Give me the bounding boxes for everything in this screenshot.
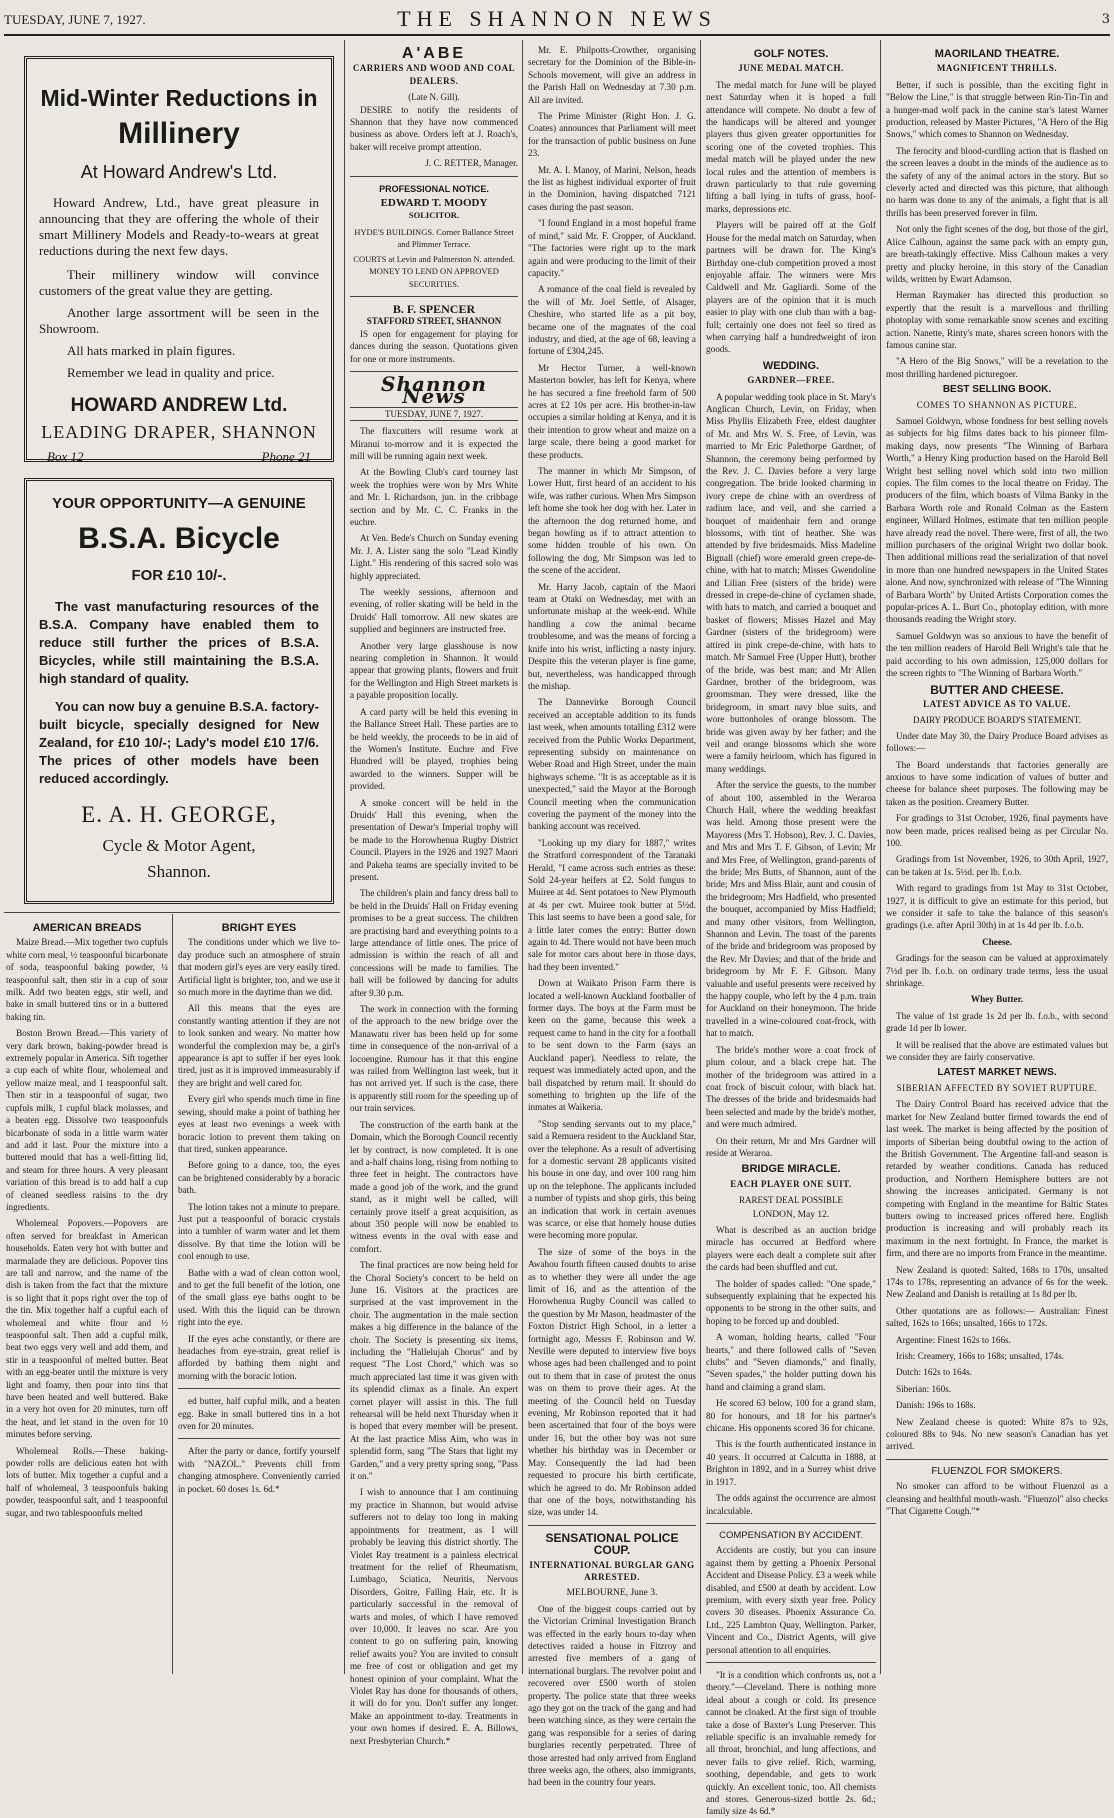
article-paragraph: The lotion takes not a minute to prepare. Just put a teaspoonful of boracic crystals into a tumbler of warm water and let them dissolve. By that time the lotion will be cool enough to use. — [178, 1201, 340, 1262]
news-paragraph: Mr. Harry Jacob, captain of the Maori team at Otaki on Wednesday, met with an unfortunate mishap at the week-end. While handling a cow the animal became troublesome, and was the means of forcing a knife into his wrist, inflicting a nasty injury. Despite this the veteran player is fine game, but, nevertheless, was handicapped through the mishap. — [528, 581, 696, 691]
nazol-advertisement: After the party or dance, fortify yourself with "NAZOL." Prevents chill from changing atmosphere. Conveniently carried in pocket. 60 doses 1s. 6d.* — [178, 1446, 340, 1494]
bridge-paragraph: The odds against the occurrence are almost incalculable. — [706, 1493, 876, 1516]
news-paragraph: The size of some of the boys in the Awahou fourth fifteen caused doubts to arise as to whether they were all under the age limit of 16, and as the attention of the Horowhenua Rugby Council was called to the question by Mr Mason, headmaster of the Foxton District High School, in a letter a fortnight ago, Messrs F. Robinson and W. Neville were deputed to interview five boys whose ages had been challenged and to point out to them that in case of protest the onus was on them to prove their ages. At the meeting of the Council held on Tuesday evening, Mr Robinson reported that it had been ascertained that four of the boys were under 16, but the other boy was not sure whether his birthday was in December or May. Consequently the lad had been requested to procure his birth certificate, which he agreed to do. Mr Robinson added that one of the boys, notwithstanding his size, was under 14. — [528, 1246, 696, 1518]
bridge-subheading: EACH PLAYER ONE SUIT. — [730, 1178, 852, 1189]
article-heading: AMERICAN BREADS — [32, 922, 142, 934]
market-heading: LATEST MARKET NEWS. — [937, 1067, 1057, 1079]
wedding-subheading: GARDNER—FREE. — [747, 375, 835, 386]
millinery-tagline: LEADING DRAPER, SHANNON — [41, 422, 317, 443]
theatre-paragraph: Better, if such is possible, than the exciting fight in "Below the Line," is that struggle between Rin-Tin-Tin and a hunger-mad wolf pack in the canine star's latest Warner production, released by Master Pictures, "A Hero of the Big Snows," which comes to Shannon on Wednesday. — [886, 79, 1108, 140]
theatre-paragraph: Herman Raymaker has directed this production so expertly that the result is a marvellous and thrilling photoplay with some remarkable snow scenes and exciting action. Nanette, Rinty's mate, shares screen honors with the famous canine star. — [886, 290, 1108, 350]
bridge-paragraph: The holder of spades called: "One spade," subsequently explaining that he expected his opponents to be strong in the other suits, and hoping to be forced up and doubled. — [706, 1278, 876, 1326]
wedding-heading: WEDDING. — [762, 359, 820, 372]
theatre-paragraph: The ferocity and blood-curdling action that is flashed on the screen leaves a doubt in the minds of the audience as to the safety of any of the animal actors in the story. But so cleverly acted and directed was this picture, that although no harm was done to any of the animals, a fight that is all thrills has been preserved forever in film. — [886, 145, 1108, 218]
issue-date: TUESDAY, JUNE 7, 1927. — [4, 12, 146, 27]
news-paragraph: The children's plain and fancy dress ball to be held in the Druids' Hall on Friday evening promises to be a great success. The children are practising hard and everything points to a large attendance of little ones. The price of admission is within the reach of all and concessions will be made to families. The ball will be followed by dancing for adults after 9.30 p.m. — [350, 888, 518, 998]
market-paragraph: New Zealand is quoted: Salted, 168s to 170s, unsalted 174s to 178s, representing an advance of 6s for the week. New Zealand and Danish is retailing at 1s 8d per lb. — [886, 1264, 1108, 1300]
aabe-signature: J. C. RETTER, Manager. — [425, 158, 518, 169]
bicycle-headline: YOUR OPPORTUNITY—A GENUINE — [52, 495, 306, 512]
butter-paragraph: Gradings from 1st November, 1926, to 30th April, 1927, can be taken at 1s. 5½d. per lb. f.o.b. — [886, 854, 1108, 877]
golf-paragraph: The medal match for June will be played next Saturday when it is hoped a full attendance will compete. No doubt a few of the handicaps will be altered and younger players thus given greater opportunities for scoring one of the coveted trophies. This medal match will be played under the new local rules and the attention of members is drawn particularly to that rule governing lifting a ball lying in tufts of grass, hoof-marks, depressions etc. — [706, 79, 876, 214]
butter-paragraph: It will be realised that the above are estimated values but we consider they are fairly conservative. — [886, 1039, 1108, 1063]
butter-subheading-2: DAIRY PRODUCE BOARD'S STATEMENT. — [913, 715, 1081, 726]
millinery-advertisement — [24, 56, 334, 465]
column-rule — [344, 40, 345, 1674]
spencer-body: IS open for engagement for playing for dances during the season. Quotations given for one or more instruments. — [350, 328, 518, 364]
wedding-paragraph: After the service the guests, to the number of about 100, assembled in the Weraroa Church Hall, where the wedding breakfast was held. Among those present were the Mayoress (Mrs T. Hobson), Rev. J. C. Davies, and Mrs and Mrs T. F. Gibson, of Levin; Mr and Mrs Free, of Wellington, grand-parents of the bride; Mrs Butts, of Shannon, aunt of the bride; Mrs and Miss Blair, aunt and cousin of the bridegroom; Mrs Hadfield, who presented the bouquet, accompanied by Miss Hadfield; and many other visitors, from Wellington, Shannon and Levin. The toast of the parents of the bride and bridegroom was proposed by the Rev. Mr Davies; and that of the bride and bridegroom by Mr F. F. Gibson. Many valuable and useful presents were received by the happy couple, who left by the 4 p.m. train for Auckland on their honeymoon. The bride travelled in a wine-coloured coat-frock, with hat to match. — [706, 780, 876, 1039]
article-paragraph: Every girl who spends much time in fine sewing, should make a point of bathing her eyes at least two evenings a week with boracic lotion to prevent them taking on that tired, sunken appearance. — [178, 1094, 340, 1154]
theatre-subheading: MAGNIFICENT THRILLS. — [936, 63, 1058, 74]
column-american-breads — [6, 918, 168, 1674]
news-paragraph: Mr Hector Turner, a well-known Masterton bowler, has left for Kenya, where he has secured a fine freehold farm of 500 acres at £2 10s per acre. His brother-in-law occupies a similar holding at Kenya, and it is their intention to grow wheat and maize on a large scale, there being a good market for these products. — [528, 362, 696, 460]
theatre-paragraph: Not only the fight scenes of the dog, but those of the girl, Alice Calhoun, against the same pack with an empty gun, are breath-takingly effective. Miss Calhoun makes a very pretty and plucky heroine, in this story of the Canadian wilds, written by Ewart Adamson. — [886, 224, 1108, 284]
column-general-news — [528, 44, 696, 1788]
news-paragraph: A card party will be held this evening in the Ballance Street Hall. These parties are to be held weekly, the proceeds to be in aid of the Women's Institute. Euchre and Five Hundred will be played, trophies being awarded to the winners. Supper will be provided. — [350, 706, 518, 792]
butter-paragraph: With regard to gradings from 1st May to 31st October, 1927, it is difficult to give an estimate for this period, but we consider it safe to take the balance of this season's gradings (i.e. after April 30th) in at 1s 4d per lb. f.o.b. — [886, 883, 1108, 931]
aabe-subtitle: CARRIERS AND WOOD AND COAL DEALERS. — [352, 63, 516, 86]
market-paragraph: Irish: Creamery, 166s to 168s; unsalted, 174s. — [896, 1351, 1065, 1361]
article-paragraph: Wholemeal Rolls.—These baking-powder rolls are delicious eaten hot with lots of butter. Mix together a cupful and a half of wholemeal, 3 teaspoonfuls baking powder, teaspoonful salt, and 1 teaspoonful sugar, and two tablespoonfuls melted — [6, 1445, 168, 1518]
news-paragraph: A smoke concert will be held in the Druids' Hall this evening, when the presentation of Dewar's Imperial trophy will be made to the Horowhenua Rugby District Council. Players in the 1926 and 1927 Maori and Pakeha teams are specially invited to be present. — [350, 797, 518, 882]
article-paragraph: ed butter, half cupful milk, and a beaten egg. Bake in small buttered tins in a hot oven for 20 minutes. — [178, 1396, 340, 1432]
column-bright-eyes — [178, 918, 340, 1674]
news-paragraph: The weekly sessions, afternoon and evening, of roller skating will be held in the Druids' Hall tomorrow. All new skates are supplied and beginners are instructed free. — [350, 587, 518, 635]
article-paragraph: Before going to a dance, too, the eyes can be brightened considerably by a boracic bath. — [178, 1160, 340, 1196]
aabe-title: A'ABE — [401, 45, 467, 62]
bridge-heading: BRIDGE MIRACLE. — [741, 1163, 841, 1176]
moody-name: EDWARD T. MOODY — [380, 197, 488, 210]
millinery-headline: Mid-Winter Reductions in — [40, 85, 318, 111]
fluenzol-body: No smoker can afford to be without Fluenzol as a cleansing and healthful mouth-wash. "Fluenzol" also checks "That Cigarette Cough."* — [886, 1481, 1108, 1517]
aabe-subtitle-2: (Late N. Gill). — [408, 92, 460, 103]
millinery-box: Box 12 — [47, 449, 84, 465]
news-paragraph: The final practices are now being held for the Choral Society's concert to be held on June 16. Visitors at the practices are surprised at the vast improvement in the choir. The augmentation in the male section makes a big difference in the balance of the choir. The Society is presenting six items, including the "Hallelujah Chorus" and by request "The Lost Chord," which was so much appreciated last time it was given with its splendid climax as a finale. An expert cornet player will assist in this. The full rehearsal will be held next Thursday when it is hoped that every member will be present. At the last practice Miss Aim, who was in splendid form, sang "The Stars that light my Garden," and a very pretty spring song, "Pass it on." — [350, 1260, 518, 1482]
butter-paragraph: The Board understands that factories generally are anxious to have some indication of values of butter and cheese for balance sheet purposes. The following may be taken as the position. Creamery Butter. — [886, 759, 1108, 807]
bicycle-para-1: The vast manufacturing resources of the B.S.A. Company have enabled them to reduce still further the prices of B.S.A. Bicycles, while still maintaining the B.S.A. high standard of quality. — [39, 599, 319, 686]
news-paragraph: The Prime Minister (Right Hon. J. G. Coates) announces that Parliament will meet for the transaction of public business on June 23. — [528, 111, 696, 159]
butter-subhead-cheese: Cheese. — [982, 936, 1012, 947]
article-heading: BRIGHT EYES — [221, 922, 297, 934]
moody-title: SOLICITOR. — [408, 210, 460, 221]
news-paragraph: Mr. A. I. Manoy, of Marini, Nelson, heads the list as highest individual exporter of fruit in the Dominion, having dispatched 7121 cases during the past season. — [528, 164, 696, 212]
golf-subheading: JUNE MEDAL MATCH. — [738, 63, 844, 74]
millinery-para-5: Remember we lead in quality and price. — [67, 364, 275, 380]
theatre-heading: MAORILAND THEATRE. — [934, 48, 1060, 60]
book-paragraph: Samuel Goldwyn was so anxious to have the benefit of the ten million readers of Harold Bell Wright's tale that he paid according to his own admission, 125,000 dollars for the screen rights to "The Winning of Barbara Worth." — [886, 630, 1108, 679]
bicycle-price: FOR £10 10/-. — [131, 566, 227, 584]
spencer-name: B. F. SPENCER — [392, 301, 476, 316]
bridge-paragraph: A woman, holding hearts, called "Four hearts," and there followed calls of "Seven clubs" and "Seven diamonds," and finally, "Seven spades," the holder putting down his hand and claiming a grand slam. — [706, 1332, 876, 1392]
golf-paragraph: Players will be paired off at the Golf House for the medal match on Saturday, when partners will be drawn for. The King's Birthday one-club competition proved a most enjoyable affair. The winners were Mrs Caldwell and Mr. Gagliardi. Some of the players are of the opinion that it is much easier to play with one club than with a bag-full; certainly one does not feel so tired as when carrying half a hundredweight of iron goods. — [706, 220, 876, 355]
market-paragraph: Danish: 196s to 168s. — [896, 1400, 976, 1411]
butter-subheading: LATEST ADVICE AS TO VALUE. — [923, 698, 1071, 709]
news-paragraph: "Looking up my diary for 1887," writes the Stratford correspondent of the Taranaki Herald, "I came across such entries as these: Sold 24-year heifers at £2. Sold fungus to Muiree at 4d. Sent potatoes to New Plymouth at 4s per cwt. Muiree took butter at 5½d. This last seems to have been a good sale, for a little later comes the entry: Butter down again to 4d. There would not have been much sale for motor cars about here in those days, had they been invented." — [528, 837, 696, 972]
masthead — [4, 6, 1110, 36]
book-subheading: COMES TO SHANNON AS PICTURE. — [916, 399, 1078, 410]
millinery-phone: Phone 21 — [261, 449, 311, 465]
news-paragraph: The manner in which Mr Simpson, of Lower Hutt, first heard of an accident to his wife, was rather curious. When Mrs Simpson left home she took her dog with her. Later in the afternoon the dog returned home, and began howling as if to attract attention to some hidden trouble of his own. On following the dog, Mr Simpson was led to the scene of the accident. — [528, 466, 696, 576]
book-heading: BEST SELLING BOOK. — [942, 384, 1052, 396]
column-theatre-market — [886, 44, 1108, 1674]
column-local-news — [350, 44, 518, 1746]
news-paragraph: I wish to announce that I am continuing my practice in Shannon, but would advise sufferers not to delay too long in making appointments for treatment, as I will probably be leaving this district shortly. The Violet Ray treatment is a painless electrical treatment for the relief of Rheumatism, Lumbago, Sciatica, Neuritis, Nervous Disorders, Goitre, Falling Hair, etc. It is particularly successful in the removal of warts and moles, of which I have removed over 10,000. It leaves no scar. Are you content to go on suffering pain, knowing relief awaits you? You are invited to consult me free of cost or obligation and get my honest opinion of your complaint. What the Violet Ray has done for thousands of others, it will do for you. Don't suffer any longer. Make an appointment to-day. Treatments in your own homes if desired. E. A. Billows, next Presbyterian Church.* — [350, 1487, 518, 1746]
bicycle-headline-2: B.S.A. Bicycle — [78, 522, 280, 556]
aabe-body: DESIRE to notify the residents of Shannon that they have now commenced business as above. Orders left at J. Roach's, baker will receive prompt attention. — [350, 104, 518, 152]
news-paragraph: "I found England in a most hopeful frame of mind," said Mr. F. Cropper, of Auckland. "The factories were right up to the mark again and were producing to the limit of their capacity." — [528, 218, 696, 278]
article-paragraph: Maize Bread.—Mix together two cupfuls white corn meal, ½ teaspoonful bicarbonate of soda, teaspoonful baking powder, ¼ teaspoonful salt, then stir in a cup of sour milk. Add two beaten eggs, stir well, and bake in small buttered tins or in a buttered baking tin. — [6, 937, 168, 1022]
column-rule — [172, 914, 173, 1674]
article-paragraph: Bathe with a wad of clean cotton wool, and to get the full benefit of the lotion, one of the small glass eye baths ought to be used. With this the liquid can be thrown right into the eye. — [178, 1267, 340, 1328]
police-coup-dateline: MELBOURNE, June 3. — [566, 1588, 658, 1599]
column-rule — [880, 40, 881, 1674]
article-paragraph: Boston Brown Bread.—This variety of very dark brown, baking-powder bread is extremely popular in America. Sift together a cup each of white flour, wholemeal and yellow maize meal, and 1 teaspoonful salt. Then stir in a teaspoonful of sugar, two cupfuls milk, 1 cupful black molasses, and a beaten egg. Dissolve two teaspoonfuls bicarbonate of soda in a little warm water and add it last. Pour the mixture into a buttered mould that has a well-fitting lid, and steam for three hours. A very pleasant variation of this bread is to add half a cup of cleaned seedless raisins to the dry ingredients. — [6, 1028, 168, 1212]
market-paragraph: Argentine: Finest 162s to 166s. — [896, 1334, 1011, 1345]
bridge-subheading-2: RAREST DEAL POSSIBLE — [738, 1195, 843, 1206]
newspaper-title: THE SHANNON NEWS — [397, 6, 717, 31]
news-paragraph: The construction of the earth bank at the Domain, which the Borough Council recently let by contract, is now completed. It is one and a-half chains long, rising from nothing to three feet in height. The contractors have made a good job of the work, and the grand stand, as it might well be called, will certainly prove itself a great acquisition, as about 350 people will now be enabled to witness events in the oval with ease and comfort. — [350, 1119, 518, 1254]
butter-paragraph: The value of 1st grade 1s 2d per lb. f.o.b., with second grade 1d per lb lower. — [886, 1010, 1108, 1034]
news-paragraph: "Stop sending servants out to my place," said a Remuera resident to the Auckland Star, over the telephone. As a result of advertising for a domestic servant 28 applicants visited his house in one day, and over 100 rang him up on the telephone. The applicants included a number of typists and shop girls, this being an indication that work in certain avenues was scarce, or else that homely house duties were becoming more popular. — [528, 1118, 696, 1241]
bridge-paragraph: He scored 63 below, 100 for a grand slam, 80 for honours, and 18 for his partner's chicane. His opponents scored 36 for chicane. — [706, 1398, 876, 1434]
news-paragraph: The flaxcutters will resume work at Miranui to-morrow and it is expected the mill will be running again next week. — [350, 426, 518, 461]
market-paragraph: New Zealand cheese is quoted: White 87s to 92s, coloured 88s to 94s. No new season's Canadian has yet arrived. — [886, 1416, 1108, 1452]
millinery-headline-2: Millinery — [118, 117, 240, 151]
professional-notice-heading: PROFESSIONAL NOTICE. — [379, 183, 489, 194]
wedding-paragraph: The bride's mother wore a coat frock of plum colour, and a black crepe hat. The mother of the bridegroom was attired in a coat frock of biscuit colour, with black hat. The dresses of the bride and bridesmaids had been selected and made by the bride's mother, and were much admired. — [706, 1044, 876, 1130]
millinery-para-2: Their millinery window will convince customers of the great value they are getting. — [39, 266, 319, 298]
column-rule — [700, 40, 701, 1674]
butter-paragraph: Gradings for the season can be valued at approximately 7½d per lb. f.o.b. on ordinary trade terms, less the usual shrinkage. — [886, 953, 1108, 989]
news-paragraph: Mr. E. Philpotts-Crowther, organising secretary for the Dominion of the Bible-in-Schools movement, will give an address in the Parish Hall on Wednesday at 7.30 p.m. All are invited. — [528, 45, 696, 105]
article-paragraph: Wholemeal Popovers.—Popovers are often served for breakfast in American households. Eaten very hot with butter and marmalade they are delicious. Popover tins are tall and narrow, and the name of the dish is taken from the fact that the mixture is so light that it pops right over the top of the tin. Mix together half a cupful each of wholemeal and white flour and ½ teaspoonful salt. Then add a cupful milk, beat two eggs very well and add them, and stir in a teaspoonful of melted butter. Beat with an egg-beater until the mixture is very light and foamy, then pour into tins that have been heated and well buttered. Bake in a very hot oven for 20 minutes, turn off the heat, and let stand in the oven for 10 minutes before serving. — [6, 1218, 168, 1440]
police-coup-heading: SENSATIONAL POLICE COUP. — [545, 1530, 679, 1558]
millinery-firm: HOWARD ANDREW Ltd. — [70, 394, 288, 416]
article-paragraph: The conditions under which we live to-day produce such an atmosphere of strain that modern girl's eyes are very easily tired. Artificial light is brighter, too, and we use it so much more in the daytime than we did. — [178, 937, 340, 998]
article-paragraph: If the eyes ache constantly, or there are headaches from eye-strain, great relief is afforded by bathing them night and morning with the boracic lotion. — [178, 1333, 340, 1381]
fluenzol-heading: FLUENZOL FOR SMOKERS. — [931, 1465, 1063, 1477]
bicycle-advertisement — [24, 478, 334, 904]
moody-courts: COURTS at Levin and Palmerston N. attended. MONEY TO LEND ON APPROVED SECURITIES. — [353, 253, 515, 289]
article-paragraph: All this means that the eyes are constantly wanting attention if they are not to look sunken and weary. No matter how wonderful the complexion may be, a girl's appearance is apt to suffer if her eyes look tired, just as it is improved immeasurably if they are bright and well cared for. — [178, 1003, 340, 1088]
news-paragraph: The Dannevirke Borough Council received an acceptable addition to its funds last week, when amounts totalling £312 were received from the Public Works Department, representing subsidy on maintenance on Weber Road and High Street, under the main highways scheme. "It is as acceptable as it is unexpected," said the Mayor at the Borough Council meeting when the communication covering the payment of the money into the banking account was received. — [528, 697, 696, 832]
bicycle-para-2: You can now buy a genuine B.S.A. factory-built bicycle, specially designed for New Zealand, for £10 10/-; Lady's model £10 17/6. The prices of other models have been reduced accordingly. — [39, 699, 319, 786]
column-rule — [522, 40, 523, 1674]
news-paragraph: The work in connection with the forming of the approach to the new bridge over the Manawatu river has been held up for some time in consequence of the non-arrival of a locoengine. Rumour has it that this engine was railed from Wellington last week, but it has not arrived yet. If such is the case, there is apparently still room for the speeding up of our train services. — [350, 1004, 518, 1114]
section-divider — [4, 912, 340, 913]
police-coup-body: One of the biggest coups carried out by the Victorian Criminal Investigation Branch was effected in the early hours to-day when detectives raided a house in Fitzroy and arrested five members of a gang of international burglars. The revolver point and recovered over £500 worth of stolen property. The police state that three weeks ago they got on the track of the gang and had been watching since, as they were certain the gang was responsible for a series of daring burglaries recently perpetrated. Three of those arrested had only arrived from England three weeks ago, the others, also immigrants, had been in the country four years. — [528, 1603, 696, 1788]
wedding-paragraph: On their return, Mr and Mrs Gardner will reside at Weraroa. — [706, 1135, 876, 1158]
news-paragraph: Another very large glasshouse is now nearing completion in Shannon. It would appear that growing plants, flowers and fruit for the Wellington and High Street markets is a payable proposition locally. — [350, 640, 518, 701]
bridge-dateline: LONDON, May 12. — [752, 1209, 830, 1220]
column-golf-wedding — [706, 44, 876, 1817]
market-paragraph: The Dairy Control Board has received advice that the market for New Zealand butter firmed towards the end of last week. The market is being affected by the position of imports of Siberian being doubtful owing to the action of the British Government. The Argentine fall-and season is retarded by weather conditions. Canada has reduced production, and Northern Hemisphere butters are not showing the increases anticipated. Germany is not competing with England in the meantime for Baltic States butters owing to increased prices offered here. English production is increasing and will probably reach its maximum in the next fortnight. In France, the market is firm, and there are no imports from France in the meantime. — [886, 1099, 1108, 1259]
market-paragraph: Dutch: 162s to 164s. — [896, 1367, 973, 1378]
shannon-news-logo: Shannon News — [381, 371, 487, 409]
millinery-para-3: Another large assortment will be seen in the Showroom. — [39, 304, 319, 336]
millinery-store-name: At Howard Andrew's Ltd. — [80, 161, 278, 182]
bridge-paragraph: This is the fourth authenticated instance in 40 years. It occurred at Calcutta in 1888, at Brighton in 1892, and in a Surrey whist drive in 1917. — [706, 1439, 876, 1487]
police-coup-subheading: INTERNATIONAL BURGLAR GANG ARRESTED. — [529, 1559, 695, 1582]
bicycle-town: Shannon. — [147, 862, 211, 881]
compensation-paragraph: Accidents are costly, but you can insure against them by getting a Phoenix Personal Accident and Disease Policy. £3 a week while disabled, and £500 at death by accident. Low premium, with every sixth year free. Policy covers 30 diseases. Phoenix Assurance Co. Ltd., 225 Lambton Quay, Wellington. Parker, Vincent and Co., District Agents, will give personal attention to all enquiries. — [706, 1545, 876, 1655]
market-subheading: SIBERIAN AFFECTED BY SOVIET RUPTURE. — [896, 1082, 1098, 1093]
market-paragraph: Siberian: 160s. — [896, 1383, 952, 1394]
butter-subhead-whey: Whey Butter. — [970, 994, 1024, 1005]
millinery-para-4: All hats marked in plain figures. — [67, 342, 236, 358]
lung-preserver-advertisement: "It is a condition which confronts us, not a theory."—Cleveland. There is nothing more ideal about a cough or cold. Its presence cannot be cloaked. At the first sign of trouble take a dose of Baxter's Lung Preserver. This reliable specific is an invaluable remedy for all throat, bronchial, and lung affections, and never fails to give relief. Rich, warming, soothing, dependable, and gets to work quickly. An excellent tonic, too. All chemists and stores. Generous-sized bottle 2s. 6d.; family size 4s 6d.* — [706, 1669, 876, 1817]
butter-heading: BUTTER AND CHEESE. — [930, 682, 1064, 697]
market-paragraph: Other quotations are as follows:— Australian: Finest salted, 162s to 166s; unsalted, 166s to 172s. — [886, 1305, 1108, 1329]
news-paragraph: At Ven. Bede's Church on Sunday evening Mr. J. A. Lister sang the solo "Lead Kindly Light." His rendering of this sacred solo was highly appreciated. — [350, 533, 518, 581]
issue-date-line: TUESDAY, JUNE 7, 1927. — [350, 407, 518, 421]
theatre-paragraph: "A Hero of the Big Snows," will be a revelation to the most thrilling hardened picturegoer. — [886, 356, 1108, 379]
news-paragraph: Down at Waikato Prison Farm there is located a well-known Auckland footballer of former days. The boys at the Farm must be keen on the game, because this week a request came to hand in the city for a football to be sent down to the Farm (says an Auckland paper). Needless to relate, the request was immediately acted upon, and the ball dispatched by return mail. It should do something to brighten up the life of the inmates at Waikeria. — [528, 978, 696, 1113]
book-paragraph: Samuel Goldwyn, whose fondness for best selling novels as subjects for big films dates back to his pioneer film-making days, now presents "The Winning of Barbara Worth," a Henry King production based on the Harold Bell Wright best selling novel which sold into two million copies. The film comes to the local theatre on Friday. The producers of the film, which boasts of Vilma Banky in the Barbara Worth role and Ronald Colman as the Eastern engineer, Willard Holmes, estimate that ten million people have already read the novel. There were, first of all, the two million purchasers of the original Wright two dollar book. Then additional millions read the serialization of that novel in more than one hundred newspapers in the United States alone. And now, synchronized with release of "The Winning of Barbara Worth" by United Artists Corporation comes the popular-prices A. L. Burt Co., photoplay edition, with more thousands reading the Wright story. — [886, 415, 1108, 625]
bicycle-firm: E. A. H. GEORGE, — [81, 802, 277, 827]
bridge-paragraph: What is described as an auction bridge miracle has occurred at Bedford where players were each dealt a complete suit after the cards had been shuffled and cut. — [706, 1224, 876, 1273]
news-paragraph: At the Bowling Club's card tourney last week the trophies were won by Mrs White and Mr. L Richardson, jun. in the cribbage section and by Mr. C. C. Franks in the euchre. — [350, 467, 518, 527]
compensation-heading: COMPENSATION BY ACCIDENT. — [719, 1529, 863, 1541]
bicycle-trade: Cycle & Motor Agent, — [102, 836, 256, 855]
millinery-para-1: Howard Andrew, Ltd., have great pleasure in announcing that they are offering the whole of their smart Millinery Models and Ready-to-wears at great reductions during the next few days. — [39, 194, 319, 258]
moody-address: HYDE'S BUILDINGS. Corner Ballance Street and Plimmer Terrace. — [354, 226, 514, 250]
news-paragraph: A romance of the coal field is revealed by the will of Mr. Joel Settle, of Alsager, Cheshire, who started life as a pit boy, became one of the magnates of the coal industry, and died, at the age of 68, leaving a fortune of £304,245. — [528, 284, 696, 357]
butter-paragraph: Under date May 30, the Dairy Produce Board advises as follows:— — [886, 730, 1108, 754]
page-number: 3 — [1101, 12, 1110, 27]
wedding-paragraph: A popular wedding took place in St. Mary's Anglican Church, Levin, on Friday, when Miss Phyllis Elizabeth Free, eldest daughter of Mr. and Mrs W. S. Free, of Levin, was married to Mr Eric Palethorpe Gardner, of Shannon, the ceremony being performed by the Rev. J. C. Davies before a very large congregation. The bride looked charming in ivory crepe de chine with an overdress of radium lace, and veil, and she carried a bouquet of maidenhair fern and orange blossoms, with tint of heather. She was attended by five bridesmaids. Miss Madeline Bignall (chief) wore emerald green crepe-de-chine, with hat to match; Misses Gwendoline and Lilian Free (sisters of the bride) were dressed in crepe-de-chine of cyclamen shade, with hats to match, and carried a bouquet and basket of flowers; Misses Hazel and May Gardner (sisters of the bridegroom) were attired in pink crepe-de-chine, with hats to match. Mr Samuel Free (Upper Hutt), brother of the bride, was best man; and Mr Allen Gardner, brother of the bridegroom, was groomsman. They were dressed, like the bridegroom, in smart navy blue suits, and wore buttonholes of orange blossom. The bride was given away by her father; and the veil and orange blossoms which she wore were a family heirloom, which has figured in many weddings. — [706, 391, 876, 774]
butter-paragraph: For gradings to 31st October, 1926, final payments have now been made, prices realised being as per Circular No. 100. — [886, 813, 1108, 848]
golf-heading: GOLF NOTES. — [753, 48, 829, 60]
spencer-address: STAFFORD STREET, SHANNON — [366, 316, 502, 327]
